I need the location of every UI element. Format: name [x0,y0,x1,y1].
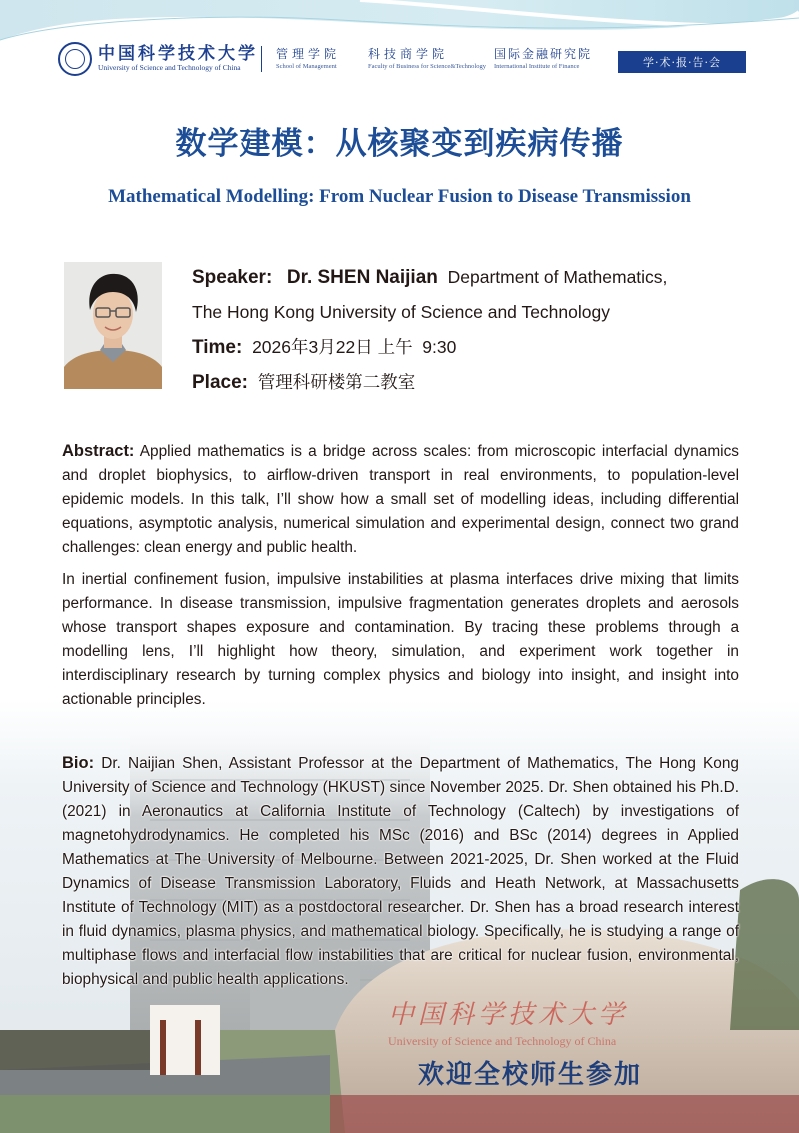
welcome-message: 欢迎全校师生参加 [418,1060,643,1090]
time-value: 2026年3月22日 上午 9:30 [252,337,457,357]
school-business-science-technology: 科技商学院 Faculty of Business for Science&Technology [368,47,486,70]
title-english: Mathematical Modelling: From Nuclear Fusion to Disease Transmission [108,186,691,207]
bio-text: Dr. Naijian Shen, Assistant Professor at the Department of Mathematics, The Hong Kong University of Science and Technology (HKUST) since November 2025. Dr. Shen obtained his Ph.D. (2021) in Aeronautics at California Institute of Technology (Caltech) by investigations of magnetohydrodynamics. He completed his MSc (2016) and BSc (2014) degrees in Applied Mathematics at The University of Melbourne. Between 2021-2025, Dr. Shen worked at the Fluid Dynamics of Disease Transmission Laboratory, Fluids and Heath Network, at Massachusetts Institute of Technology (MIT) as a postdoctoral researcher. Dr. Shen has a broad research interest in fluid dynamics, plasma physics, and mathematical biology. Specifically, he is studying a range of multiphase flows and interfacial flow instabilities that are critical for nuclear fusion, environmental, biophysical and public health applications. [62,755,739,988]
speaker-photo [64,262,162,389]
abstract-paragraph-2: In inertial confinement fusion, impulsive instabilities at plasma interfaces drive mixing that limits performance. In disease transmission, impulsive fragmentation generates droplets and aerosols whose transport shapes exposure and contamination. By tracing these problems through a modelling lens, I’ll highlight how theory, simulation, and experiment work together in interdisciplinary research by turning complex physics and biology into insight, and insight into actionable principles. [62,571,739,708]
time-line [192,330,762,365]
school-management: 管理学院 School of Management [276,47,341,70]
ustc-name-en: University of Science and Technology of China [98,63,241,72]
stone-inscription-cn: 中国科学技术大学 [388,1000,629,1030]
international-institute-finance: 国际金融研究院 International Institute of Finance [494,47,593,70]
speaker-label: Speaker: [192,267,273,288]
bio-label: Bio: [62,754,95,772]
abstract-text-1: Applied mathematics is a bridge across scales: from microscopic interfacial dynamics and droplet biophysics, to airflow-driven transport in real environments, to population-level epidemic models. In this talk, I’ll show how a small set of modelling ideas, including differential equations, asymptotic analysis, numerical simulation and experimental design, connect two grand challenges: clean energy and public health. [62,443,739,556]
speaker-department: Department of Mathematics, [447,267,668,287]
title-chinese: 数学建模：从核聚变到疾病传播 [175,126,624,162]
place-value: 管理科研楼第二教室 [257,372,416,392]
place-line [192,365,762,400]
academic-report-badge: 学·术·报·告·会 [618,51,746,73]
stone-inscription-en: University of Science and Technology of China [388,1034,617,1048]
ustc-seal-icon [58,42,92,76]
talk-info [192,260,762,400]
ustc-logo [58,42,258,76]
abstract-paragraph-1 [62,439,739,560]
time-label: Time: [192,337,243,358]
header-divider [261,46,262,72]
bio-paragraph [62,751,739,992]
place-label: Place: [192,372,248,393]
abstract-label: Abstract: [62,442,135,460]
header-logos [58,40,758,80]
speaker-name: Dr. SHEN Naijian [286,267,438,288]
ustc-name-cn: 中国科学技术大学 [98,44,258,64]
speaker-affiliation: The Hong Kong University of Science and Technology [192,302,610,322]
speaker-line [192,260,762,295]
